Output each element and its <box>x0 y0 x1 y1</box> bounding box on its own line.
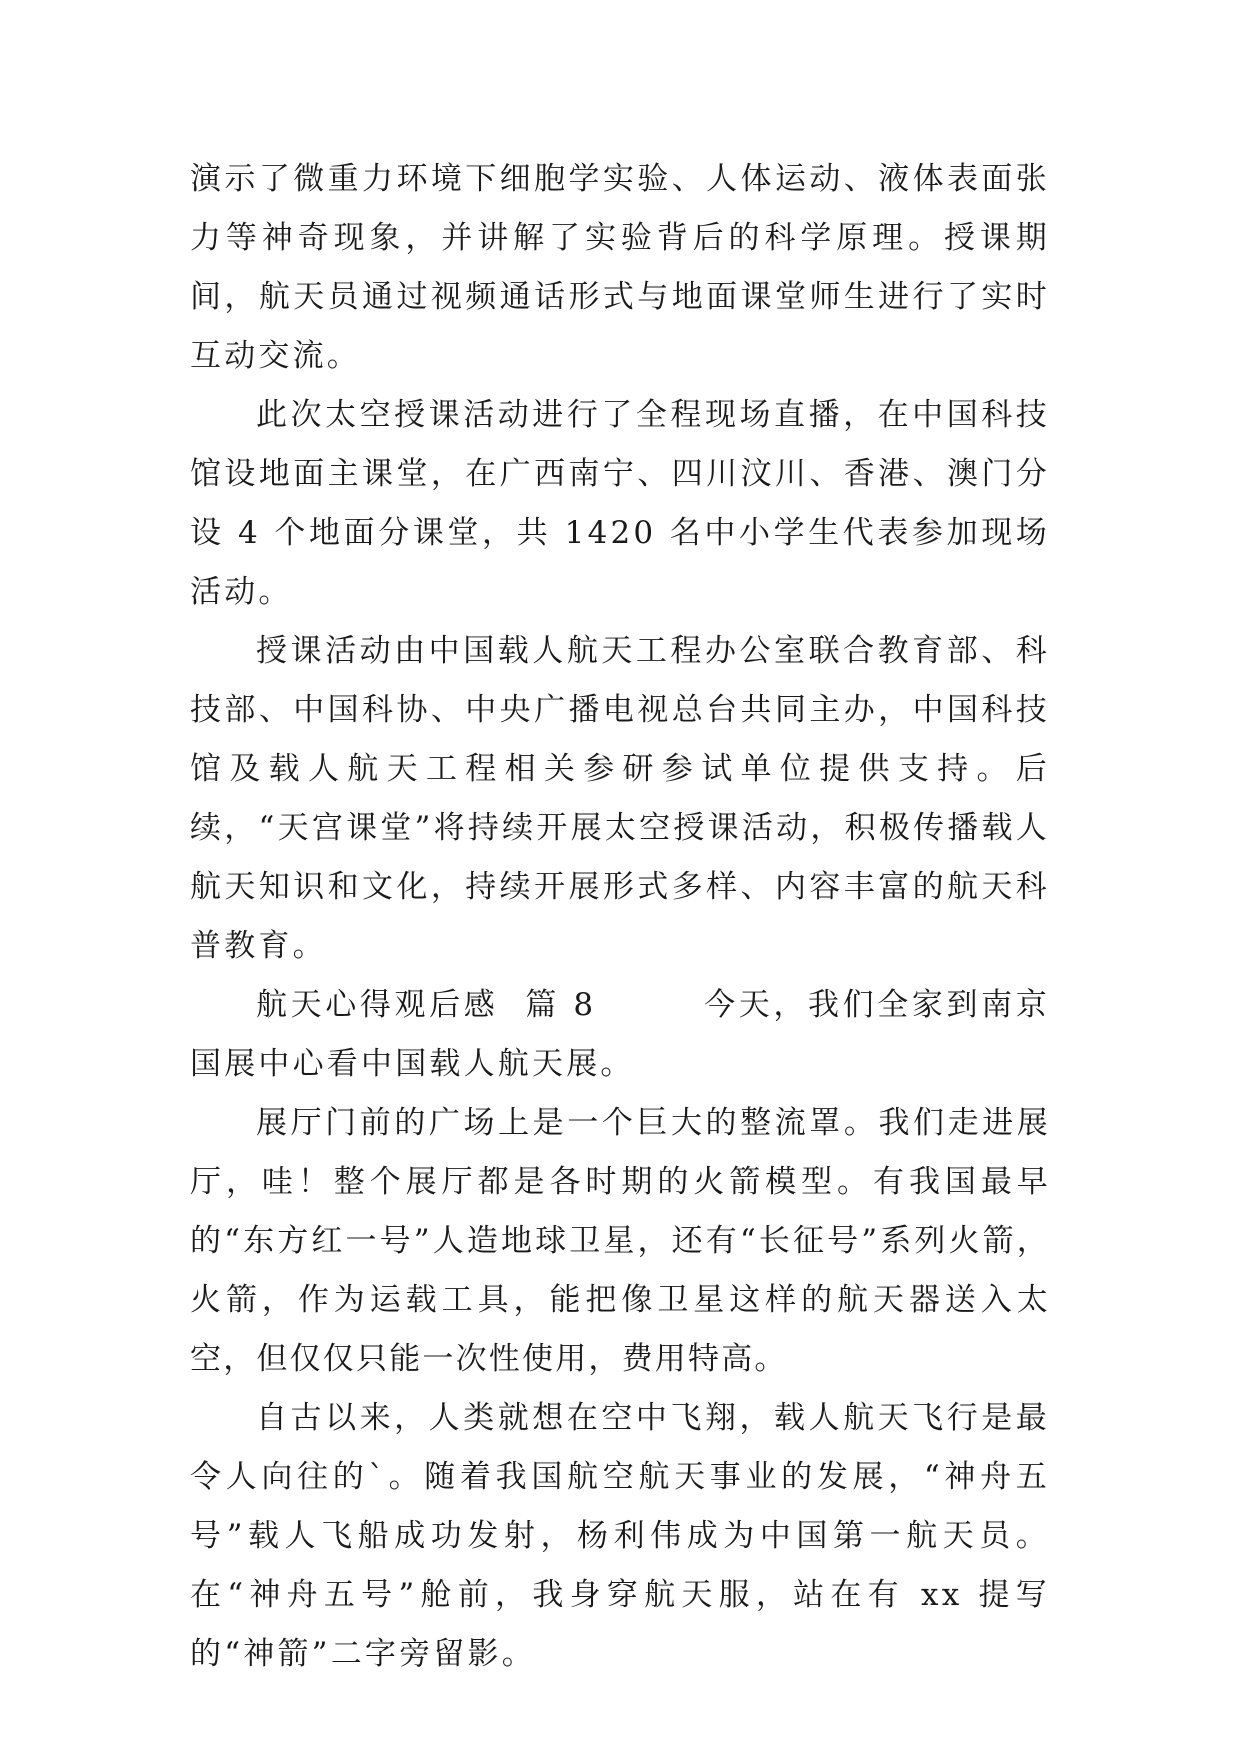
paragraph-4-heading: 航天心得观后感 篇 8 今天，我们全家到南京国展中心看中国载人航天展。 <box>190 987 1050 1082</box>
paragraph-3: 授课活动由中国载人航天工程办公室联合教育部、科技部、中国科协、中央广播电视总台共同主办，中国科技馆及载人航天工程相关参研参试单位提供支持。后续，“天宫课堂”将持续开展太空授课活动，积极传播载人航天知识和文化，持续开展形式多样、内容丰富的航天科普教育。 <box>190 633 1050 964</box>
paragraph-1: 演示了微重力环境下细胞学实验、人体运动、液体表面张力等神奇现象，并讲解了实验背后的科学原理。授课期间，航天员通过视频通话形式与地面课堂师生进行了实时互动交流。 <box>190 161 1050 374</box>
document-page <box>190 150 1050 1684</box>
paragraph-5: 展厅门前的广场上是一个巨大的整流罩。我们走进展厅，哇！整个展厅都是各时期的火箭模型。有我国最早的“东方红一号”人造地球卫星，还有“长征号”系列火箭，火箭，作为运载工具，能把像卫星这样的航天器送入太空，但仅仅只能一次性使用，费用特高。 <box>190 1105 1050 1377</box>
paragraph-6: 自古以来，人类就想在空中飞翔，载人航天飞行是最令人向往的`。随着我国航空航天事业的发展，“神舟五号”载人飞船成功发射，杨利伟成为中国第一航天员。在“神舟五号”舱前，我身穿航天服，站在有 xx 提写的“神箭”二字旁留影。 <box>190 1400 1050 1672</box>
paragraph-2: 此次太空授课活动进行了全程现场直播，在中国科技馆设地面主课堂，在广西南宁、四川汶川、香港、澳门分设 4 个地面分课堂，共 1420 名中小学生代表参加现场活动。 <box>190 397 1050 610</box>
